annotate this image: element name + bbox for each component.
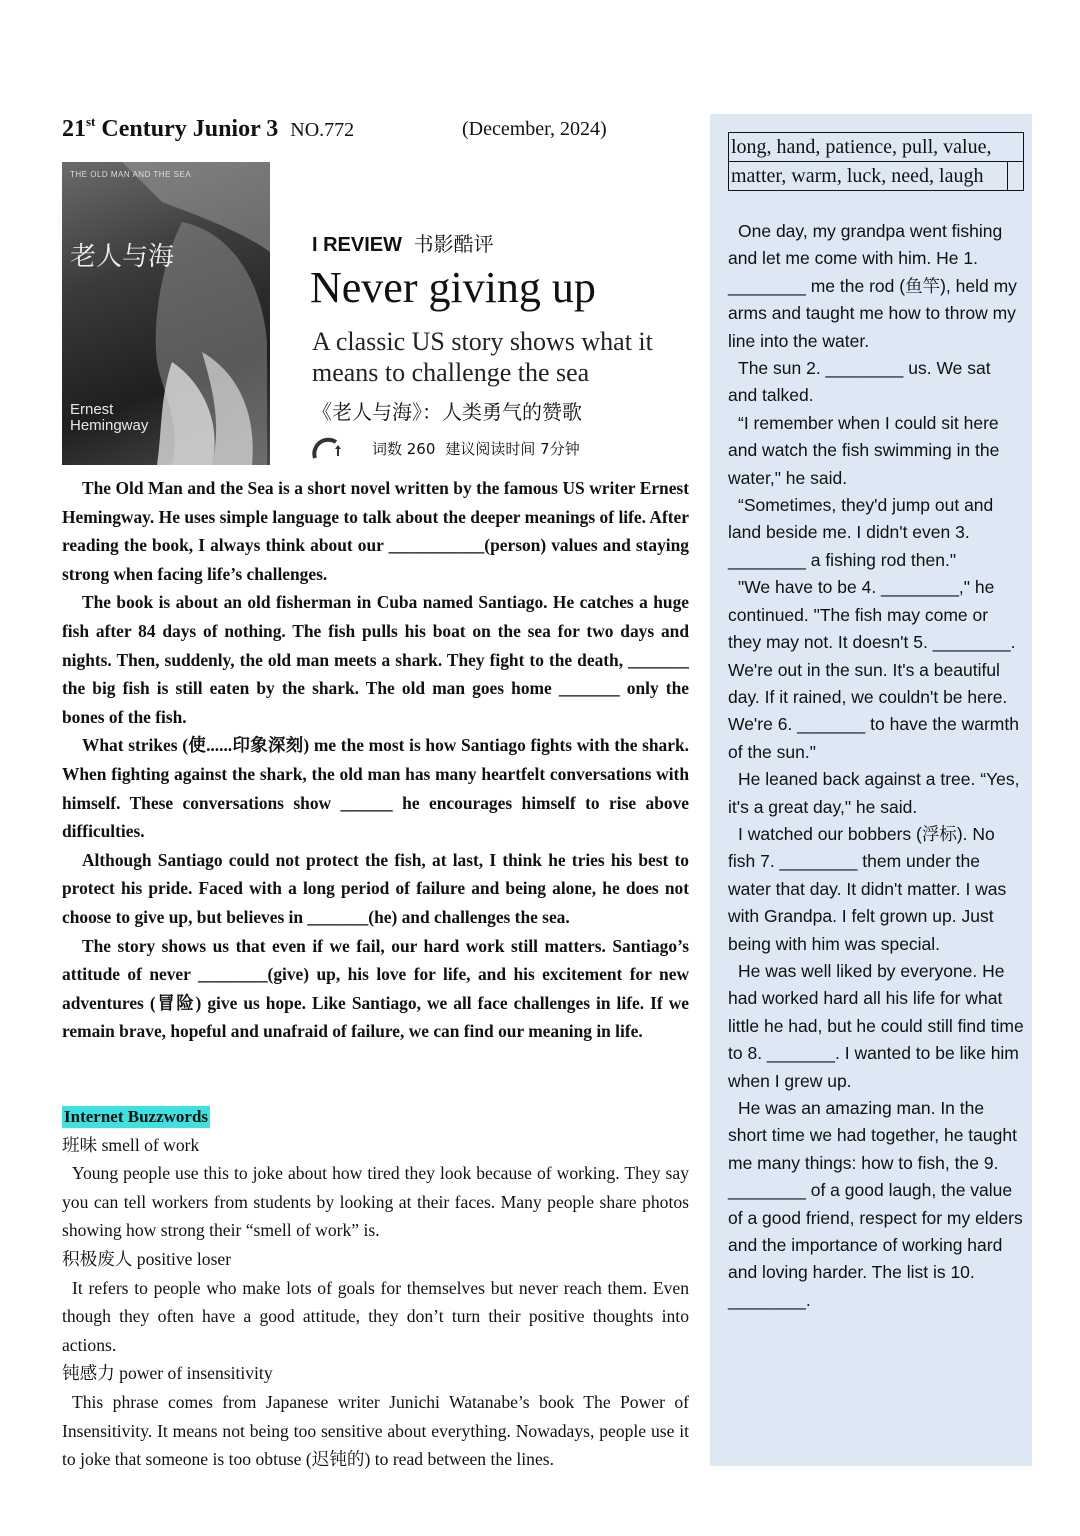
story-paragraph: He was an amazing man. In the short time we had together, he taught me many things: how to fish, the 9. ________ of a good laugh, the value of a good friend, respect for my elders and the importance of working hard and loving harder. The list is 10. ________.	[728, 1098, 1023, 1310]
word-count: 词数 260	[372, 439, 436, 458]
masthead	[62, 114, 662, 148]
article-body	[62, 474, 689, 1046]
article-paragraph: The Old Man and the Sea is a short novel written by the famous US writer Ernest Hemingway. He uses simple language to talk about the deeper meanings of life. After reading the book, I always think about our ___________(person) values and staying strong when facing life’s challenges.	[62, 478, 689, 584]
buzzword-term: 班味 smell of work	[62, 1134, 200, 1155]
cloze-exercise-panel	[710, 114, 1032, 1466]
article-subheadline: A classic US story shows what it means to challenge the sea	[312, 327, 653, 387]
kicker-zh: 书影酷评	[413, 234, 494, 256]
story-paragraph: I watched our bobbers (浮标). No fish 7. ________ them under the water that day. It didn't matter. I was with Grandpa. I felt grown up. Just being with him was special.	[728, 823, 1007, 954]
buzzword-description: This phrase comes from Japanese writer Junichi Watanabe’s book The Power of Insensitivity. It means not being too sensitive about everything. Nowadays, people use it to joke that someone is too obtuse (迟钝的) to read between the lines.	[62, 1391, 689, 1470]
reading-gauge-icon	[312, 436, 346, 460]
cover-title-zh: 老人与海	[70, 242, 175, 272]
buzzword-description: It refers to people who make lots of goals for themselves but never reach them. Even though they often have a good attitude, they don’t turn their positive thoughts into actions.	[62, 1277, 689, 1355]
reading-meta	[312, 436, 580, 460]
story-paragraph: He leaned back against a tree. “Yes, it's a great day," he said.	[728, 769, 1020, 817]
article-paragraph: Although Santiago could not protect the fish, at last, I think he tries his best to protect his pride. Faced with a long period of failure and being alone, he does not choose to give up, but believes in _______(he) and challenges the sea.	[62, 849, 689, 927]
reading-time: 建议阅读时间 7分钟	[445, 439, 580, 458]
section-kicker	[312, 228, 494, 257]
article-paragraph: The story shows us that even if we fail, our hard work still matters. Santiago’s attitude of never ________(give) up, his love for life, and his excitement for new adventures (冒险) give us hope. Like Santiago, we all face challenges in life. If we remain brave, hopeful and unafraid of failure, we can find our meaning in life.	[62, 935, 689, 1042]
issue-number: NO.772	[290, 119, 355, 141]
series-ordinal: st	[86, 114, 96, 129]
buzzwords-title: Internet Buzzwords	[64, 1107, 209, 1126]
publication-name	[62, 116, 278, 142]
article-subheadline-zh: 《老人与海》：人类勇气的赞歌	[312, 400, 582, 424]
buzzword-term: 积极废人 positive loser	[62, 1248, 232, 1269]
word-bank	[728, 132, 1024, 191]
word-bank-line: matter, warm, luck, need, laugh	[729, 162, 1008, 190]
buzzwords-section	[62, 1102, 689, 1474]
story-paragraph: The sun 2. ________ us. We sat and talked.	[728, 358, 991, 406]
article-headline: Never giving up	[310, 263, 596, 312]
word-bank-line: long, hand, patience, pull, value,	[729, 133, 1023, 162]
series-number: 21	[62, 116, 86, 142]
cloze-story	[728, 218, 1024, 1314]
story-paragraph: "We have to be 4. ________," he continued. "The fish may come or they may not. It doesn't 5. ________. We're out in the sun. It's a beautiful day. If it rained, we couldn't be here. We're 6. _______ to have the warmth of the sun."	[728, 577, 1019, 762]
story-paragraph: “Sometimes, they'd jump out and land beside me. I didn't even 3. ________ a fishing rod then."	[728, 495, 994, 570]
buzzword-description: Young people use this to joke about how tired they look because of working. They say you can tell workers from students by looking at their faces. Many people share photos showing how strong their “smell of work” is.	[62, 1163, 689, 1241]
kicker-en: I REVIEW	[312, 234, 403, 256]
article-paragraph: The book is about an old fisherman in Cuba named Santiago. He catches a huge fish after 84 days of nothing. The fish pulls his boat on the sea for two days and nights. Then, suddenly, the old man meets a shark. They fight to the death, _______ the big fish is still eaten by the shark. The old man goes home _______ only the bones of the fish.	[62, 592, 689, 727]
cover-author: Ernest Hemingway	[70, 401, 149, 434]
cover-title-en: THE OLD MAN AND THE SEA	[70, 170, 192, 179]
story-paragraph: “I remember when I could sit here and watch the fish swimming in the water," he said.	[728, 412, 1000, 488]
article-paragraph: What strikes (使......印象深刻) me the most is how Santiago fights with the shark. When fighting against the shark, the old man has many heartfelt conversations with himself. These conversations show ______ he encourages himself to rise above difficulties.	[62, 735, 689, 842]
book-cover-image	[62, 162, 270, 465]
story-paragraph: He was well liked by everyone. He had worked hard all his life for what little he had, but he could still find time to 8. _______. I wanted to be like him when I grew up.	[728, 960, 1024, 1091]
story-paragraph: One day, my grandpa went fishing and let me come with him. He 1. ________ me the rod (鱼竿), held my arms and taught me how to throw my line into the water.	[728, 221, 1017, 351]
buzzword-term: 钝感力 power of insensitivity	[62, 1363, 273, 1384]
issue-date: (December, 2024)	[462, 118, 607, 140]
series-title: Century Junior 3	[95, 116, 279, 142]
